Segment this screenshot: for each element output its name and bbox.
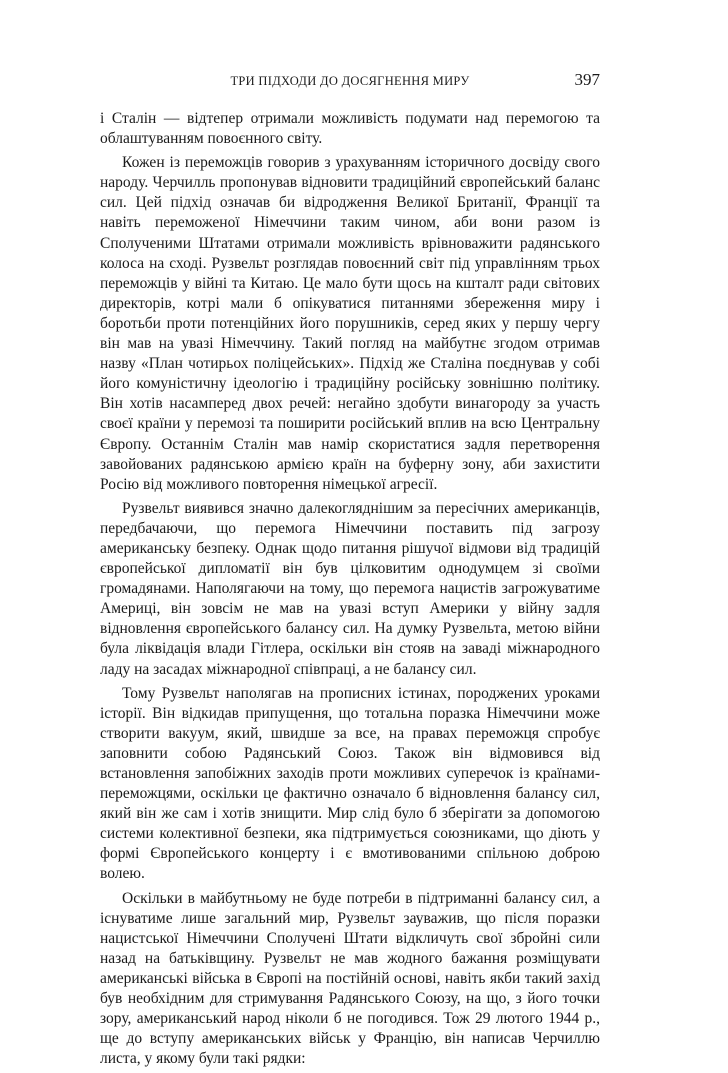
paragraph: Оскільки в майбутньому не буде потреби в підтриманні балансу сил, а існуватиме лише загальний мир, Рузвельт зауважив, що після поразки нацистської Німеччини Сполучені Штати відкличуть свої збройні сили назад на батьківщину. Рузвельт не мав жодного бажання розміщувати американські війська в Європі на постійній основі, навіть якби такий захід був необхідним для стримування Радянського Союзу, на що, з його точки зору, американський народ ніколи б не погодився. Тож 29 лютого 1944 р., ще до вступу американських військ у Францію, він написав Черчиллю листа, у якому були такі рядки: bbox=[100, 889, 600, 1068]
running-title: ТРИ ПІДХОДИ ДО ДОСЯГНЕННЯ МИРУ bbox=[230, 74, 470, 88]
page-header bbox=[100, 70, 600, 94]
page-number: 397 bbox=[574, 70, 600, 89]
paragraph: і Сталін — відтепер отримали можливість подумати над перемогою та облаштуванням повоєнного світу. bbox=[100, 110, 600, 148]
paragraph: Тому Рузвельт наполягав на прописних істинах, породжених уроками історії. Він відкидав припущення, що тотальна поразка Німеччини може створити вакуум, який, швидше за все, на правах переможця спробує заповнити собою Радянський Союз. Також він відмовився від встановлення запобіжних заходів проти можливих суперечок із країнами-переможцями, оскільки це фактично означало б відновлення балансу сил, який він же сам і хотів знищити. Мир слід було б зберігати за допомогою системи колективної безпеки, яка підтримується союзниками, що діють у формі Європейського концерту і є вмотивованими спільною доброю волею. bbox=[100, 684, 600, 883]
paragraph: Рузвельт виявився значно далекогляднішим за пересічних американців, передбачаючи, що перемога Німеччини поставить під загрозу американську безпеку. Однак щодо питання рішучої відмови від традицій європейської дипломатії він був цілковитим однодумцем зі своїми громадянами. Наполягаючи на тому, що перемога нацистів загрожуватиме Америці, він зовсім не мав на увазі вступ Америки у війну задля відновлення європейського балансу сил. На думку Рузвельта, метою війни була ліквідація влади Гітлера, оскільки він стояв на заваді міжнародного ладу на засадах міжнародної співпраці, а не балансу сил. bbox=[100, 499, 600, 678]
paragraph: Кожен із переможців говорив з урахуванням історичного досвіду свого народу. Черчилль пропонував відновити традиційний європейський баланс сил. Цей підхід означав би відродження Великої Британії, Франції та навіть переможеної Німеччини таким чином, аби вони разом із Сполученими Штатами отримали можливість врівноважити радянського колоса на сході. Рузвельт розглядав повоєнний світ під управлінням трьох переможців у війні та Китаю. Це мало бути щось на кшталт ради світових директорів, котрі мали б опікуватися питаннями збереження миру і боротьби проти потенційних його порушників, серед яких у першу чергу він мав на увазі Німеччину. Такий погляд на майбутнє згодом отримав назву «План чотирьох поліцейських». Підхід же Сталіна поєднував у собі його комуністичну ідеологію і традиційну російську зовнішню політику. Він хотів насамперед двох речей: негайно здобути винагороду за участь своєї країни у перемозі та поширити російський вплив на всю Центральну Європу. Останнім Сталін мав намір скористатися задля перетворення завойованих радянською армією країн на буферну зону, аби захистити Росію від можливого повторення німецької агресії. bbox=[100, 154, 600, 493]
body-text bbox=[100, 109, 600, 1073]
